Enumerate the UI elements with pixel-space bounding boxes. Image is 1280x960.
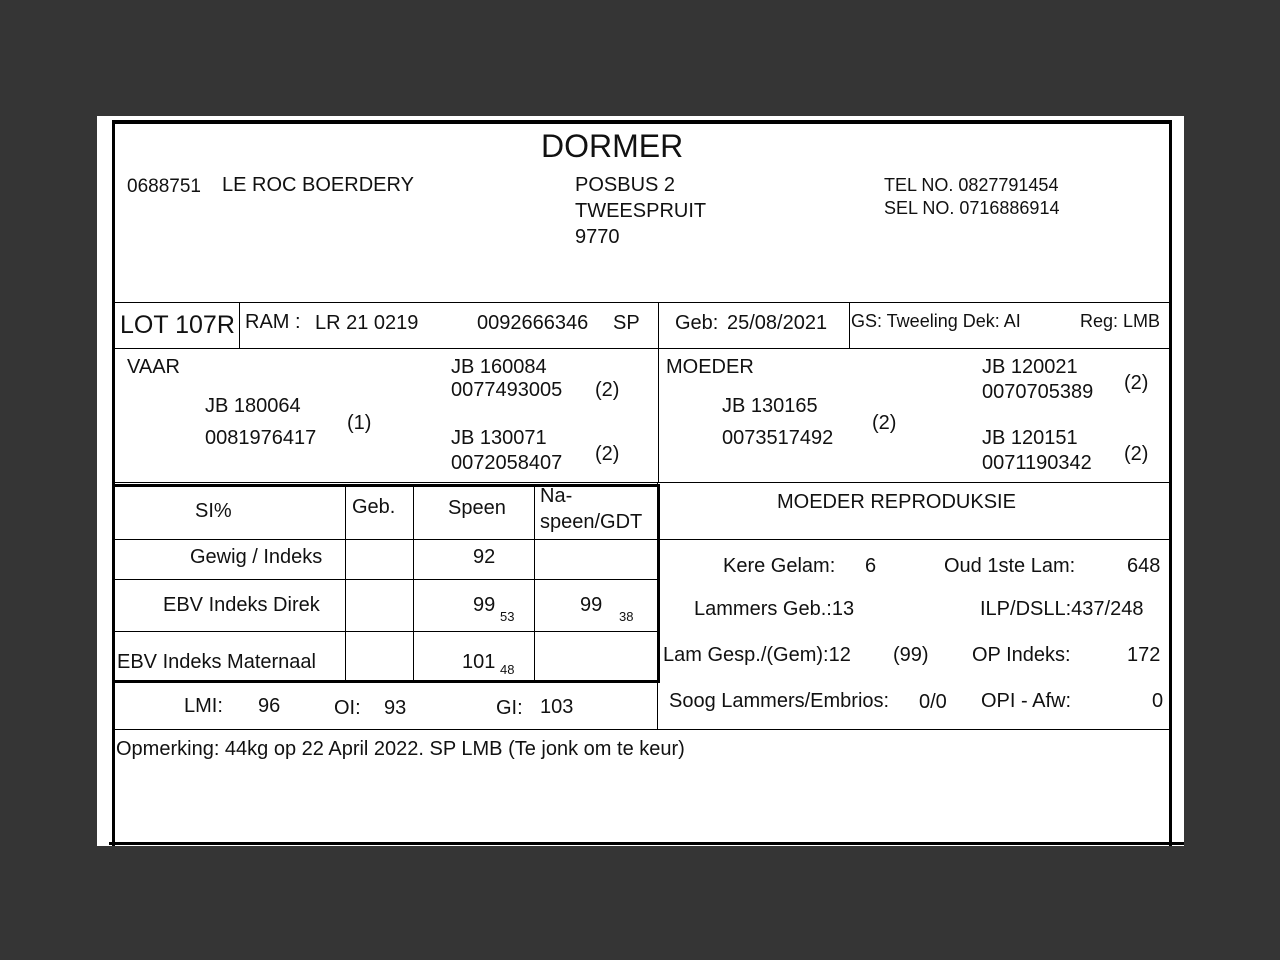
registration-number: 0092666346 bbox=[477, 312, 589, 334]
si-row-line bbox=[115, 579, 657, 580]
dam-id: JB 130165 bbox=[722, 395, 818, 417]
sires-sire-id: JB 160084 bbox=[451, 356, 547, 378]
remark-top-line bbox=[115, 729, 1172, 730]
lambs-weaned-label: Lam Gesp./(Gem):12 bbox=[663, 644, 851, 666]
sires-dam-tag: (2) bbox=[595, 443, 620, 465]
grade: SP bbox=[613, 312, 640, 334]
lambs-weaned-index: (99) bbox=[893, 644, 929, 666]
dams-sire-number: 0070705389 bbox=[982, 381, 1094, 403]
dams-dam-number: 0071190342 bbox=[982, 452, 1092, 474]
birth-status: GS: Tweeling Dek: AI bbox=[851, 311, 1021, 331]
ilp-dsll: ILP/DSLL:437/248 bbox=[980, 598, 1144, 620]
first-lamb-age-value: 648 bbox=[1127, 555, 1161, 577]
op-index-value: 172 bbox=[1127, 644, 1161, 666]
ebv-maternal-weaning: 101 bbox=[462, 651, 496, 673]
ebv-direct-weaning: 99 bbox=[473, 594, 496, 616]
lot-row-bottom-line bbox=[115, 348, 1172, 349]
suckled-lambs-value: 0/0 bbox=[919, 691, 947, 713]
address-line-2: TWEESPRUIT bbox=[575, 200, 707, 222]
reproduction-title: MOEDER REPRODUKSIE bbox=[777, 491, 1016, 513]
sires-sire-number: 0077493005 bbox=[451, 379, 563, 401]
dam-label: MOEDER bbox=[666, 356, 754, 378]
address-line-3: 9770 bbox=[575, 226, 620, 248]
birth-date-label: Geb: bbox=[675, 312, 719, 334]
bottom-rule bbox=[109, 842, 1184, 845]
first-lamb-age-label: Oud 1ste Lam: bbox=[944, 555, 1076, 577]
suckled-lambs-label: Soog Lammers/Embrios: bbox=[669, 690, 890, 712]
lot-divider bbox=[658, 302, 659, 482]
dam-number: 0073517492 bbox=[722, 427, 834, 449]
ebv-direct-post-weaning: 99 bbox=[580, 594, 603, 616]
si-table-bottom bbox=[115, 680, 659, 683]
dams-dam-id: JB 120151 bbox=[982, 427, 1078, 449]
si-table-top bbox=[115, 484, 659, 487]
sires-sire-tag: (2) bbox=[595, 379, 620, 401]
ebv-direct-weaning-accuracy: 53 bbox=[500, 609, 515, 624]
gi-value: 103 bbox=[540, 696, 574, 718]
times-lambed-label: Kere Gelam: bbox=[723, 555, 836, 577]
si-header-line bbox=[115, 539, 657, 540]
sire-number: 0081976417 bbox=[205, 427, 317, 449]
op-index-label: OP Indeks: bbox=[972, 644, 1071, 666]
dam-tag: (2) bbox=[872, 412, 897, 434]
remark: Opmerking: 44kg op 22 April 2022. SP LMB (Te jonk om te keur) bbox=[116, 738, 685, 760]
si-header-weaning: Speen bbox=[448, 497, 506, 519]
sires-dam-number: 0072058407 bbox=[451, 452, 563, 474]
reproduction-header-line bbox=[659, 539, 1172, 540]
breed-title: DORMER bbox=[541, 128, 684, 164]
si-header-post-weaning: Na- bbox=[540, 485, 573, 507]
si-column-line bbox=[534, 484, 535, 682]
tel-number: TEL NO. 0827791454 bbox=[884, 175, 1059, 195]
sire-label: VAAR bbox=[127, 356, 180, 378]
breeder-name: LE ROC BOERDERY bbox=[222, 174, 414, 196]
gi-label: GI: bbox=[496, 697, 523, 719]
si-header: SI% bbox=[195, 500, 232, 522]
ebv-direct-post-weaning-accuracy: 38 bbox=[619, 609, 634, 624]
birth-date: 25/08/2021 bbox=[727, 312, 828, 334]
ram-id: LR 21 0219 bbox=[315, 312, 419, 334]
weight-index-weaning: 92 bbox=[473, 546, 496, 568]
oi-label: OI: bbox=[334, 697, 361, 719]
lambs-born: Lammers Geb.:13 bbox=[694, 598, 855, 620]
ebv-maternal-label: EBV Indeks Maternaal bbox=[117, 651, 316, 673]
breeder-number: 0688751 bbox=[127, 176, 201, 197]
dams-dam-tag: (2) bbox=[1124, 443, 1149, 465]
lot-divider bbox=[239, 302, 240, 348]
oi-value: 93 bbox=[384, 697, 407, 719]
dams-sire-tag: (2) bbox=[1124, 372, 1149, 394]
lot-card bbox=[97, 116, 1184, 846]
si-header-birth: Geb. bbox=[352, 496, 396, 518]
sires-dam-id: JB 130071 bbox=[451, 427, 547, 449]
sire-tag: (1) bbox=[347, 412, 372, 434]
weight-index-label: Gewig / Indeks bbox=[190, 546, 323, 568]
times-lambed-value: 6 bbox=[865, 555, 877, 577]
si-column-line bbox=[413, 484, 414, 682]
pedigree-bottom-line bbox=[115, 482, 1172, 483]
lot-divider bbox=[849, 302, 850, 348]
ebv-direct-label: EBV Indeks Direk bbox=[163, 594, 320, 616]
si-column-line bbox=[345, 484, 346, 682]
lot-row-top-line bbox=[115, 302, 1172, 303]
registration-type: Reg: LMB bbox=[1080, 311, 1161, 331]
lmi-value: 96 bbox=[258, 695, 281, 717]
sire-id: JB 180064 bbox=[205, 395, 301, 417]
si-header-post-weaning-2: speen/GDT bbox=[540, 511, 643, 533]
dams-sire-id: JB 120021 bbox=[982, 356, 1078, 378]
sel-number: SEL NO. 0716886914 bbox=[884, 198, 1060, 218]
lot-number: LOT 107R bbox=[120, 311, 235, 339]
ram-label: RAM : bbox=[245, 311, 301, 333]
ebv-maternal-weaning-accuracy: 48 bbox=[500, 662, 515, 677]
address-line-1: POSBUS 2 bbox=[575, 174, 676, 196]
reproduction-left-line bbox=[657, 482, 658, 729]
opi-deviation-value: 0 bbox=[1152, 690, 1164, 712]
opi-deviation-label: OPI - Afw: bbox=[981, 690, 1072, 712]
si-row-line bbox=[115, 631, 657, 632]
lmi-label: LMI: bbox=[184, 695, 223, 717]
